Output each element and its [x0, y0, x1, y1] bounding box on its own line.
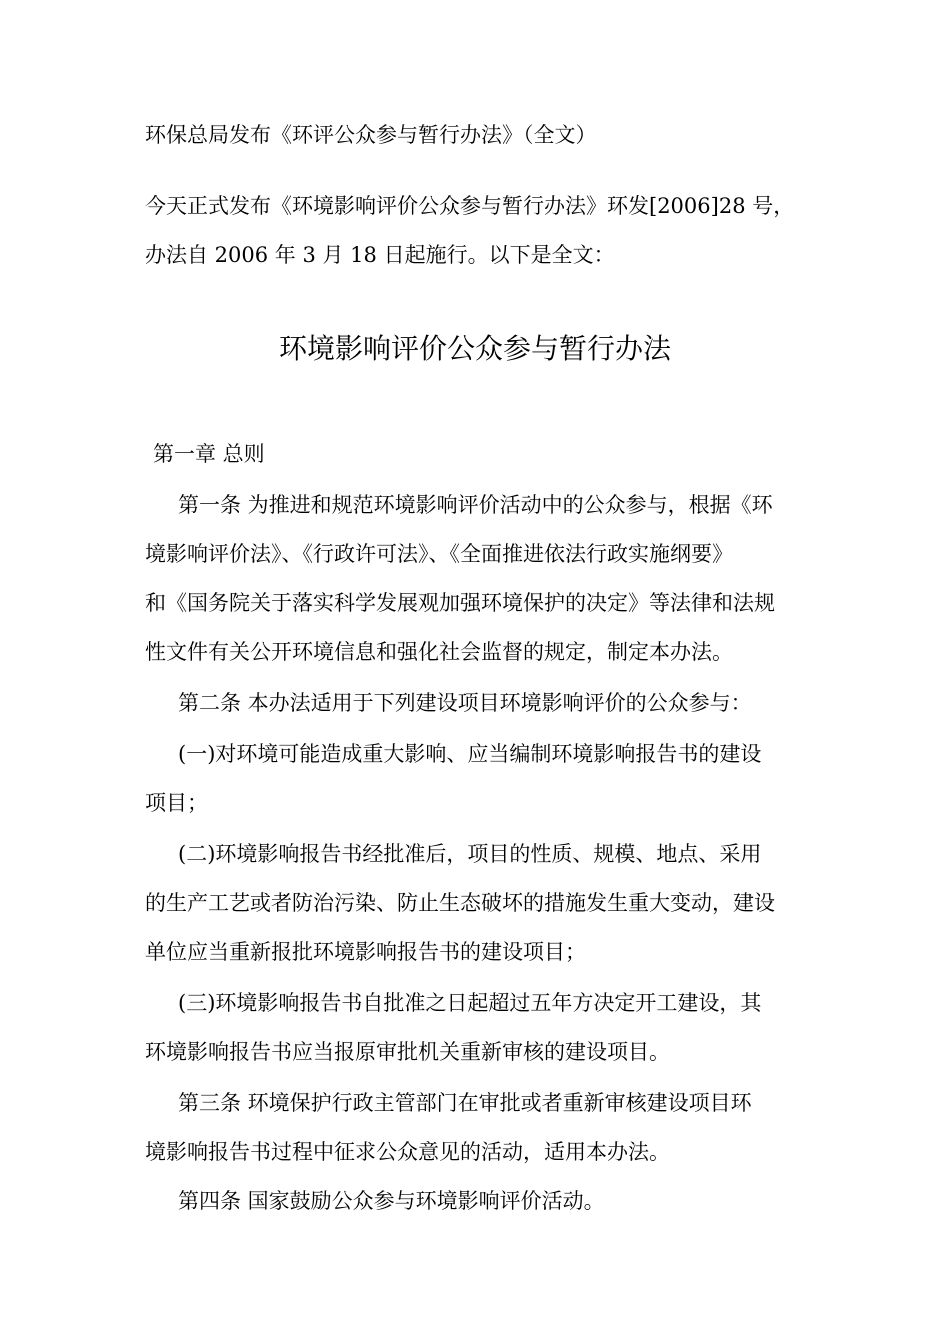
- item-3-line-1: (三)环境影响报告书自批准之日起超过五年方决定开工建设，其: [178, 991, 762, 1015]
- article-1-line-1: 第一条 为推进和规范环境影响评价活动中的公众参与，根据《环: [178, 493, 773, 517]
- news-title: 环保总局发布《环评公众参与暂行办法》（全文）: [145, 123, 597, 147]
- item-2-line-1: (二)环境影响报告书经批准后，项目的性质、规模、地点、采用: [178, 842, 762, 866]
- chapter-heading: 第一章 总则: [153, 442, 265, 466]
- item-1-line-2: 项目；: [145, 791, 208, 815]
- item-2-line-2: 的生产工艺或者防治污染、防止生态破坏的措施发生重大变动，建设: [145, 891, 775, 915]
- article-3-line-2: 境影响报告书过程中征求公众意见的活动，适用本办法。: [145, 1140, 670, 1164]
- article-2-line-1: 第二条 本办法适用于下列建设项目环境影响评价的公众参与：: [178, 691, 752, 715]
- item-3-line-2: 环境影响报告书应当报原审批机关重新审核的建设项目。: [145, 1040, 670, 1064]
- document-title: 环境影响评价公众参与暂行办法: [278, 332, 671, 365]
- article-3-line-1: 第三条 环境保护行政主管部门在审批或者重新审核建设项目环: [178, 1091, 752, 1115]
- article-4-line-1: 第四条 国家鼓励公众参与环境影响评价活动。: [178, 1189, 605, 1213]
- item-2-line-3: 单位应当重新报批环境影响报告书的建设项目；: [145, 940, 586, 964]
- article-1-line-4: 性文件有关公开环境信息和强化社会监督的规定，制定本办法。: [145, 640, 733, 664]
- intro-line-1: 今天正式发布《环境影响评价公众参与暂行办法》环发[2006]28 号，: [145, 194, 795, 218]
- article-1-line-2: 境影响评价法》、《行政许可法》、《全面推进依法行政实施纲要》: [145, 542, 733, 566]
- item-1-line-1: (一)对环境可能造成重大影响、应当编制环境影响报告书的建设: [178, 742, 762, 766]
- article-1-line-3: 和《国务院关于落实科学发展观加强环境保护的决定》等法律和法规: [145, 591, 775, 615]
- intro-line-2: 办法自 2006 年 3 月 18 日起施行。以下是全文：: [145, 243, 615, 267]
